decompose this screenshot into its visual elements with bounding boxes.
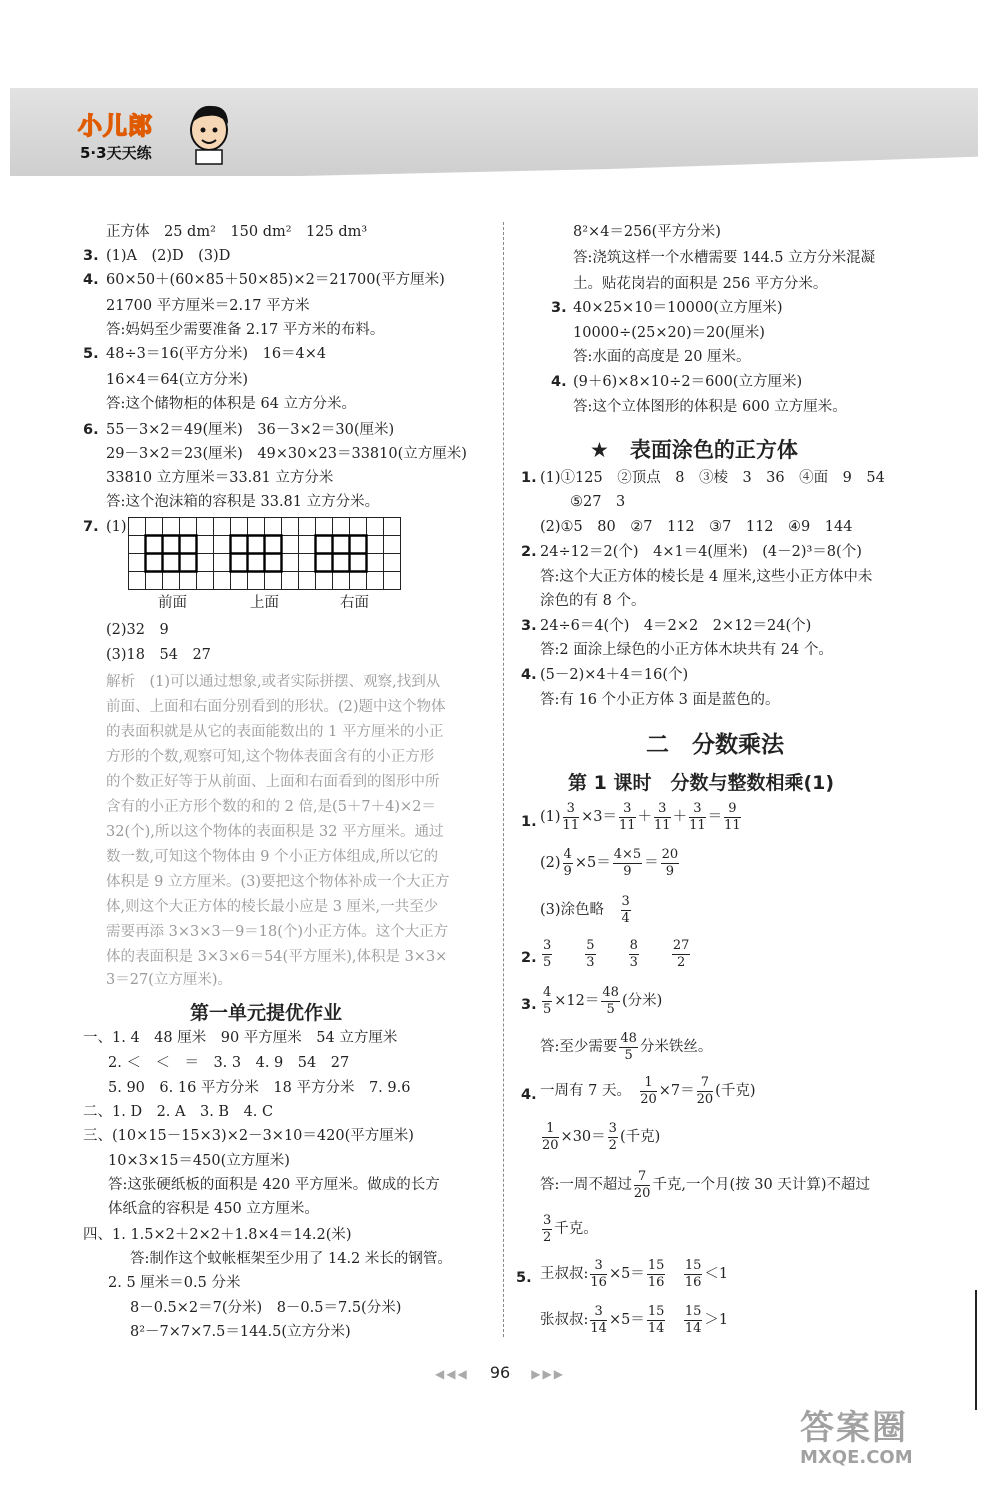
left-line-1: (1)A (2)D (3)D: [106, 248, 231, 264]
star-line-5: 涂色的有 8 个。: [540, 593, 646, 609]
unit1-line-9: 答:制作这个蚊帐框架至少用了 14.2 米长的钢管。: [130, 1251, 452, 1267]
q1-1: (1) $\frac{3}{11}$ ×3＝ $\frac{3}{11}$ ＋ $\frac{3}{11}$ ＋ $\frac{3}{11}$ ＝ $\frac{9}{11}$: [540, 800, 741, 833]
q4-eq1: 一周有 7 天。 $\frac{1}{20}$ ×7＝ $\frac{7}{20}$ (千克): [540, 1074, 756, 1107]
page-number: 96: [489, 1363, 511, 1382]
star-line-6: 24÷6＝4(个) 4＝2×2 2×12＝24(个): [540, 618, 812, 634]
q4-eq2: $\frac{1}{20}$ ×30＝ $\frac{3}{2}$ (千克): [542, 1120, 661, 1153]
star-num-3: 3.: [521, 618, 537, 634]
q2-fractions: $\frac{3}{5}$ $\frac{5}{3}$ $\frac{8}{3}$ $\frac{27}{2}$: [543, 937, 690, 970]
analysis-line-10: 需要再添 3×3×3－9＝18(个)小正方体。这个大正方: [106, 924, 449, 940]
unit1-line-1: 2. ＜ ＜ ＝ 3. 3 4. 9 54 27: [108, 1055, 350, 1071]
analysis-line-2: 的表面积就是从它的表面能数出的 1 平方厘米的小正: [106, 724, 444, 740]
star-num-1: 1.: [521, 470, 537, 486]
left-line-4: 答:妈妈至少需要准备 2.17 平方米的布料。: [106, 322, 385, 338]
q5-zhang: 张叔叔: $\frac{3}{14}$ ×5＝ $\frac{15}{14}$ $\frac{15}{14}$ ＞1: [540, 1303, 729, 1336]
q-num-6: 6.: [83, 422, 99, 438]
unit1-line-7: 体纸盒的容积是 450 立方厘米。: [108, 1201, 319, 1217]
boy-mascot-icon: [184, 100, 234, 166]
brand-logo: [74, 100, 234, 170]
q-num-3: 3.: [83, 248, 99, 264]
frac-q-num-2: 2.: [521, 950, 537, 966]
left-line-9: 29－3×2＝23(厘米) 49×30×23＝33810(立方厘米): [106, 446, 467, 462]
left-line-13: (2)32 9: [106, 622, 169, 638]
brand-name: 小儿郎: [78, 112, 153, 140]
right-line-7: 答:这个立体图形的体积是 600 立方厘米。: [573, 399, 847, 415]
left-line-14: (3)18 54 27: [106, 647, 211, 663]
right-num-3: 3.: [551, 300, 567, 316]
prev-arrows-icon: ◀◀◀: [435, 1367, 469, 1381]
analysis-line-4: 的个数正好等于从前面、上面和右面看到的图形中所: [106, 774, 440, 790]
star-line-7: 答:2 面涂上绿色的小正方体木块共有 24 个。: [540, 642, 833, 658]
q3-answer: 答:至少需要 $\frac{48}{5}$ 分米铁丝。: [540, 1030, 713, 1063]
page-footer: [0, 1360, 1000, 1383]
star-line-4: 答:这个大正方体的棱长是 4 厘米,这些小正方体中未: [540, 569, 873, 585]
unit1-line-6: 答:这张硬纸板的面积是 420 平方厘米。做成的长方: [108, 1177, 440, 1193]
lesson-title: 第 1 课时 分数与整数相乘(1): [568, 772, 835, 794]
column-divider: [503, 222, 504, 1337]
analysis-line-1: 前面、上面和右面分别看到的形状。(2)题中这个物体: [106, 699, 446, 715]
right-line-5: 答:水面的高度是 20 厘米。: [573, 349, 751, 365]
unit1-line-8: 四、1. 1.5×2＋2×2＋1.8×4＝14.2(米): [83, 1227, 352, 1243]
left-line-6: 16×4＝64(立方分米): [106, 372, 249, 388]
star-num-4: 4.: [521, 667, 537, 683]
q-num-7: 7.: [83, 519, 99, 535]
q-num-5: 5.: [83, 346, 99, 362]
right-num-4: 4.: [551, 374, 567, 390]
next-arrows-icon: ▶▶▶: [531, 1367, 565, 1381]
unit1-line-5: 10×3×15＝450(立方厘米): [108, 1153, 290, 1169]
series-name: 5·3天天练: [80, 144, 152, 162]
q1-3: (3)涂色略 $\frac{3}{4}$: [540, 893, 630, 926]
unit1-line-0: 一、1. 4 48 厘米 90 平方厘米 54 立方厘米: [83, 1030, 398, 1046]
unit1-line-11: 8－0.5×2＝7(分米) 8－0.5＝7.5(分米): [130, 1300, 402, 1316]
analysis-line-12: 3＝27(立方厘米)。: [106, 972, 232, 988]
left-line-5: 48÷3＝16(平方分米) 16＝4×4: [106, 346, 327, 362]
grid-label-top: 上面: [250, 595, 279, 611]
analysis-line-6: 32(个),所以这个物体的表面积是 32 平方厘米。通过: [106, 824, 444, 840]
left-line-8: 55－3×2＝49(厘米) 36－3×2＝30(厘米): [106, 422, 395, 438]
analysis-line-3: 方形的个数,观察可知,这个物体表面含有的小正方形: [106, 749, 435, 765]
star-line-2: (2)①5 80 ②7 112 ③7 112 ④9 144: [540, 519, 853, 535]
right-line-3: 40×25×10＝10000(立方厘米): [573, 300, 783, 316]
right-line-6: (9＋6)×8×10÷2＝600(立方厘米): [573, 374, 803, 390]
grid-label-right: 右面: [340, 595, 369, 611]
analysis-line-11: 体的表面积是 3×3×6＝54(平方厘米),体积是 3×3×: [106, 949, 448, 965]
star-line-0: (1)①125 ②顶点 8 ③棱 3 36 ④面 9 54: [540, 470, 885, 486]
frac-q-num-3: 3.: [521, 997, 537, 1013]
left-line-12: (1): [106, 519, 127, 535]
star-num-2: 2.: [521, 544, 537, 560]
right-line-1: 答:浇筑这样一个水槽需要 144.5 立方分米混凝: [573, 250, 876, 266]
q4-answer-2: $\frac{3}{2}$ 千克。: [543, 1212, 598, 1245]
unit1-line-3: 二、1. D 2. A 3. B 4. C: [83, 1104, 274, 1120]
star-section-title: ★ 表面涂色的正方体: [590, 438, 798, 462]
left-line-3: 21700 平方厘米＝2.17 平方米: [106, 298, 310, 314]
right-line-2: 土。贴花岗岩的面积是 256 平方分米。: [573, 276, 828, 292]
chapter-title: 二 分数乘法: [646, 732, 784, 758]
unit1-line-10: 2. 5 厘米＝0.5 分米: [108, 1275, 241, 1291]
q5-wang: 王叔叔: $\frac{3}{16}$ ×5＝ $\frac{15}{16}$ $\frac{15}{16}$ ＜1: [540, 1257, 729, 1290]
unit1-line-12: 8²－7×7×7.5＝144.5(立方分米): [130, 1324, 351, 1340]
margin-rule: [975, 1290, 977, 1410]
left-line-0: 正方体 25 dm² 150 dm² 125 dm³: [106, 224, 368, 240]
analysis-line-9: 体,则这个大正方体的棱长最小应是 3 厘米,一共至少: [106, 899, 439, 915]
right-line-4: 10000÷(25×20)＝20(厘米): [573, 325, 765, 341]
q1-2: (2) $\frac{4}{9}$ ×5＝ $\frac{4\times 5}{9}$ ＝ $\frac{20}{9}$: [540, 846, 679, 879]
star-line-8: (5－2)×4＋4＝16(个): [540, 667, 689, 683]
frac-q-num-1: 1.: [521, 814, 537, 830]
unit1-line-4: 三、(10×15－15×3)×2－3×10＝420(平方厘米): [83, 1128, 414, 1144]
analysis-line-5: 含有的小正方形个数的和的 2 倍,是(5＋7＋4)×2＝: [106, 799, 436, 815]
right-line-0: 8²×4＝256(平方分米): [573, 224, 721, 240]
left-line-10: 33810 立方厘米＝33.81 立方分米: [106, 470, 334, 486]
unit1-line-2: 5. 90 6. 16 平方分米 18 平方分米 7. 9.6: [108, 1080, 411, 1096]
analysis-line-0: 解析 (1)可以通过想象,或者实际拼摆、观察,找到从: [106, 674, 441, 690]
star-line-1: ⑤27 3: [570, 494, 626, 510]
star-line-9: 答:有 16 个小正方体 3 面是蓝色的。: [540, 692, 780, 708]
views-grid: [128, 517, 402, 591]
q3-eq: $\frac{4}{5}$ ×12＝ $\frac{48}{5}$ (分米): [543, 984, 663, 1017]
left-line-7: 答:这个储物柜的体积是 64 立方分米。: [106, 396, 357, 412]
watermark: 答案圈 MXQE.COM: [800, 1408, 913, 1468]
analysis-line-7: 数一数,可知这个物体由 9 个小正方体组成,所以它的: [106, 849, 439, 865]
unit1-title: 第一单元提优作业: [190, 1002, 343, 1024]
frac-q-num-4: 4.: [521, 1087, 537, 1103]
frac-q-num-5: 5.: [516, 1270, 532, 1286]
q-num-4: 4.: [83, 272, 99, 288]
grid-label-front: 前面: [158, 595, 187, 611]
left-line-2: 60×50＋(60×85＋50×85)×2＝21700(平方厘米): [106, 272, 445, 288]
star-line-3: 24÷12＝2(个) 4×1＝4(厘米) (4－2)³＝8(个): [540, 544, 862, 560]
q4-answer: 答:一周不超过 $\frac{7}{20}$ 千克,一个月(按 30 天计算)不超过: [540, 1168, 871, 1201]
left-line-11: 答:这个泡沫箱的容积是 33.81 立方分米。: [106, 494, 380, 510]
analysis-line-8: 体积是 9 立方厘米。(3)要把这个物体补成一个大正方: [106, 874, 450, 890]
